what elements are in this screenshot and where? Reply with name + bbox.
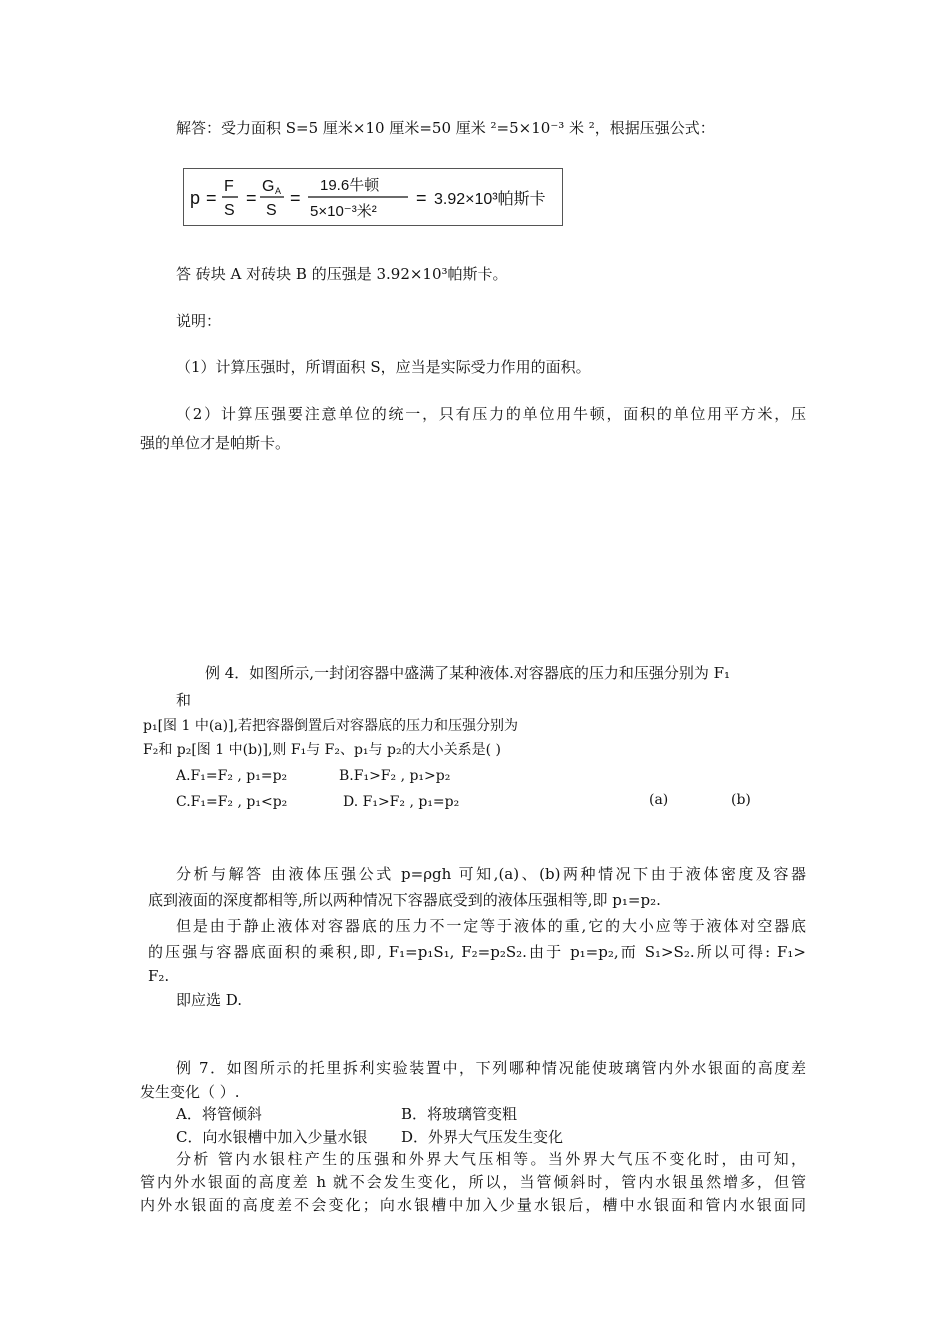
example7-option-a: A．将管倾斜 [176, 1105, 262, 1123]
example4-line4: F₂和 p₂[图 1 中(b)],则 F₁与 F₂、p₁与 p₂的大小关系是( ) [143, 742, 501, 758]
example7-question-1: 例 7．如图所示的托里拆利实验装置中，下列哪种情况能使玻璃管内外水银面的高度差 [176, 1059, 806, 1077]
example4-analysis-3: 但是由于静止液体对容器底的压力不一定等于液体的重,它的大小应等于液体对空器底 [176, 917, 806, 935]
example4-line3: p₁[图 1 中(a)],若把容器倒置后对容器底的压力和压强分别为 [143, 718, 519, 734]
formula-G: G [262, 178, 275, 195]
example4-analysis-4: 的压强与容器底面积的乘积,即, F₁=p₁S₁, F₂=p₂S₂.由于 p₁=p₂,而 S₁>S₂.所以可得: F₁> [148, 943, 806, 961]
example7-option-b: B．将玻璃管变粗 [401, 1105, 518, 1123]
example4-option-d: D. F₁>F₂ , p₁=p₂ [343, 794, 460, 810]
example4-analysis-5: F₂. [148, 967, 170, 985]
note-1: （1）计算压强时，所谓面积 S，应当是实际受力作用的面积。 [176, 358, 591, 376]
example4-analysis-6: 即应选 D. [176, 991, 243, 1009]
formula-denominator: 5×10⁻³米² [310, 203, 377, 220]
example4-option-a: A.F₁=F₂ , p₁=p₂ [176, 768, 288, 784]
formula-G-sub: A [275, 186, 282, 196]
formula-S1: S [224, 202, 235, 219]
formula-eq2: = [246, 188, 257, 208]
formula-F: F [224, 178, 234, 195]
example7-analysis-1: 分析 管内水银柱产生的压强和外界大气压相等。当外界大气压不变化时，由可知， [176, 1150, 806, 1168]
solution-line: 解答：受力面积 S=5 厘米×10 厘米=50 厘米 ²=5×10⁻³ 米 ²，根据压强公式： [176, 119, 715, 137]
example7-analysis-3: 内外水银面的高度差不会变化；向水银槽中加入少量水银后，槽中水银面和管内水银面同 [140, 1196, 806, 1214]
answer-line: 答 砖块 A 对砖块 B 的压强是 3.92×10³帕斯卡。 [176, 265, 508, 283]
formula-result: 3.92×10³帕斯卡 [434, 191, 546, 208]
example7-option-c: C．向水银槽中加入少量水银 [176, 1128, 368, 1146]
example4-option-c: C.F₁=F₂ , p₁<p₂ [176, 794, 288, 810]
example4-analysis-2: 底到液面的深度都相等,所以两种情况下容器底受到的液体压强相等,即 p₁=p₂. [148, 891, 661, 909]
formula-eq4: = [416, 188, 427, 208]
pressure-formula-box [183, 168, 563, 226]
figure-label-b: (b) [731, 792, 751, 808]
formula-numerator: 19.6牛顿 [320, 177, 380, 194]
example4-line1: 例 4．如图所示,一封闭容器中盛满了某种液体.对容器底的压力和压强分别为 F₁ [205, 664, 731, 682]
example4-analysis-1: 分析与解答 由液体压强公式 p=ρgh 可知,(a)、(b)两种情况下由于液体密度及容器 [176, 865, 806, 883]
example4-line2: 和 [176, 691, 192, 709]
note-2b: 强的单位才是帕斯卡。 [140, 434, 291, 452]
example4-option-b: B.F₁>F₂ , p₁>p₂ [339, 768, 451, 784]
note-title: 说明： [176, 312, 222, 330]
figure-label-a: (a) [649, 792, 669, 808]
pressure-formula [184, 169, 562, 225]
formula-eq3: = [290, 188, 301, 208]
formula-p: p [190, 188, 201, 208]
note-2a: （2）计算压强要注意单位的统一，只有压力的单位用牛顿，面积的单位用平方米，压 [176, 405, 806, 423]
formula-S2: S [266, 202, 277, 219]
example7-option-d: D．外界大气压发生变化 [401, 1128, 564, 1146]
example7-question-2: 发生变化（ ）. [140, 1083, 240, 1101]
example7-analysis-2: 管内外水银面的高度差 h 就不会发生变化，所以，当管倾斜时，管内水银虽然增多，但管 [140, 1173, 806, 1191]
formula-eq1: = [206, 188, 217, 208]
